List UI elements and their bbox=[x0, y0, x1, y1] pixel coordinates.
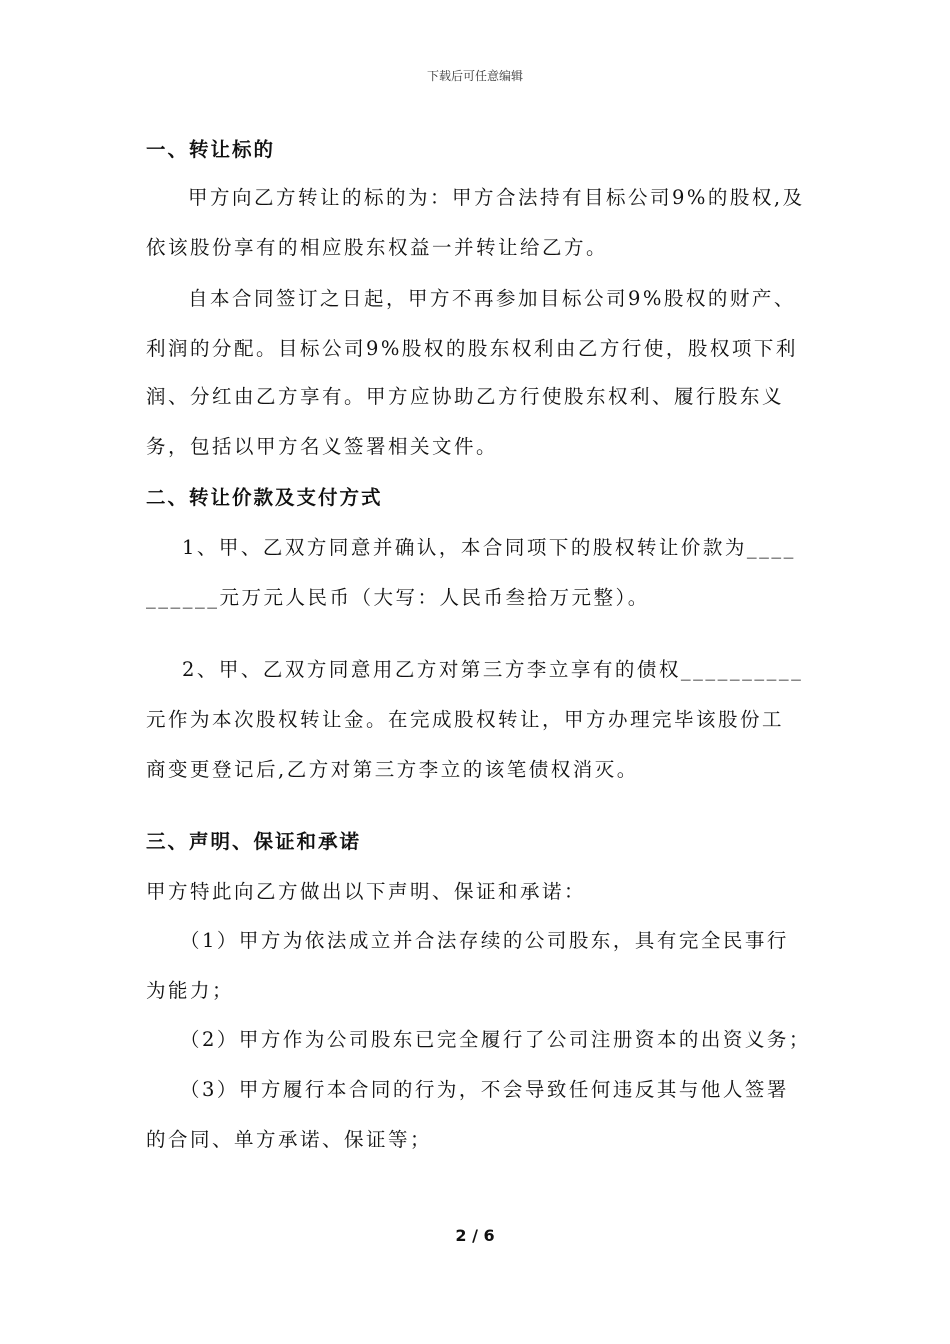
paragraph-line: ______元万元人民币（大写：人民币叁拾万元整）。 bbox=[146, 586, 650, 609]
paragraph-line: 依该股份享有的相应股东权益一并转让给乙方。 bbox=[146, 236, 609, 259]
section-heading-transfer-subject: 一、转让标的 bbox=[146, 138, 276, 161]
section-heading-representations: 三、声明、保证和承诺 bbox=[146, 830, 362, 853]
paragraph-line: （1）甲方为依法成立并合法存续的公司股东，具有完全民事行 bbox=[180, 929, 789, 952]
paragraph-line: 自本合同签订之日起，甲方不再参加目标公司9%股权的财产、 bbox=[188, 287, 796, 310]
paragraph-line: 甲方向乙方转让的标的为：甲方合法持有目标公司9%的股权,及 bbox=[188, 186, 805, 209]
paragraph-line: 的合同、单方承诺、保证等； bbox=[146, 1128, 433, 1151]
paragraph-line: 元作为本次股权转让金。在完成股权转让，甲方办理完毕该股份工 bbox=[146, 708, 785, 731]
paragraph-line: 甲方特此向乙方做出以下声明、保证和承诺： bbox=[146, 880, 587, 903]
paragraph-line: 润、分红由乙方享有。甲方应协助乙方行使股东权利、履行股东义 bbox=[146, 385, 785, 408]
section-heading-price-payment: 二、转让价款及支付方式 bbox=[146, 486, 383, 509]
paragraph-line: 利润的分配。目标公司9%股权的股东权利由乙方行使，股权项下利 bbox=[146, 337, 798, 360]
paragraph-line: 务，包括以甲方名义签署相关文件。 bbox=[146, 435, 499, 458]
page-number: 2 / 6 bbox=[455, 1226, 495, 1245]
paragraph-line: 2、甲、乙双方同意用乙方对第三方李立享有的债权__________ bbox=[182, 658, 804, 681]
page-header-note: 下载后可任意编辑 bbox=[426, 69, 523, 83]
paragraph-line: 为能力； bbox=[146, 979, 235, 1002]
paragraph-line: （2）甲方作为公司股东已完全履行了公司注册资本的出资义务； bbox=[180, 1028, 811, 1051]
paragraph-line: 商变更登记后,乙方对第三方李立的该笔债权消灭。 bbox=[146, 758, 639, 781]
paragraph-line: （3）甲方履行本合同的行为，不会导致任何违反其与他人签署 bbox=[180, 1078, 789, 1101]
paragraph-line: 1、甲、乙双方同意并确认，本合同项下的股权转让价款为____ bbox=[182, 536, 796, 559]
